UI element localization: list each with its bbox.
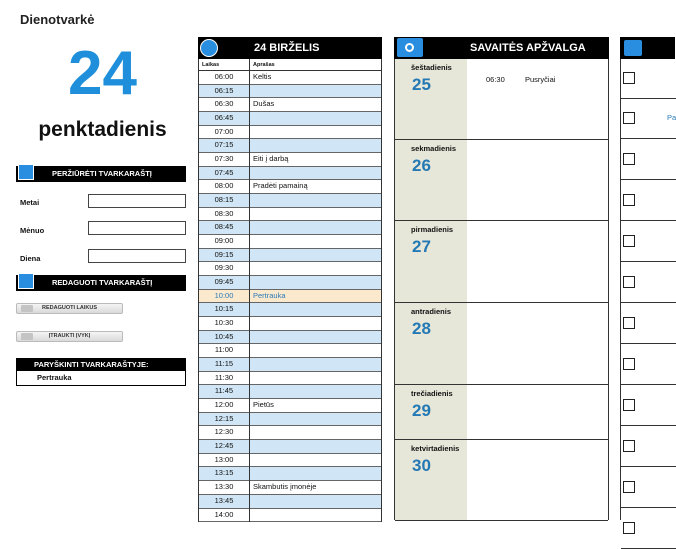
schedule-description-cell[interactable]: [250, 126, 381, 140]
weekly-day-block: [395, 59, 608, 140]
schedule-description-cell[interactable]: Skambutis įmonėje: [250, 481, 381, 495]
schedule-description-cell[interactable]: Pietūs: [250, 399, 381, 413]
tasks-body: [620, 59, 675, 520]
schedule-time-cell: 11:45: [199, 385, 249, 399]
day-input[interactable]: [88, 249, 186, 263]
day-label: Diena: [20, 254, 41, 263]
schedule-time-cell: 13:30: [199, 481, 249, 495]
tasks-header: [620, 37, 675, 59]
task-checkbox[interactable]: [623, 481, 635, 493]
day-name: antradienis: [411, 307, 452, 316]
schedule-time-cell: 10:30: [199, 317, 249, 331]
task-row: [621, 263, 676, 303]
schedule-description-cell[interactable]: [250, 467, 381, 481]
schedule-description-cell[interactable]: [250, 194, 381, 208]
schedule-time-cell: 12:15: [199, 413, 249, 427]
schedule-time-cell: 08:00: [199, 180, 249, 194]
schedule-description-cell[interactable]: Keltis: [250, 71, 381, 85]
schedule-time-cell: 10:00: [199, 290, 249, 304]
day-number: 29: [412, 401, 431, 420]
schedule-time-cell: 07:15: [199, 139, 249, 153]
schedule-time-cell: 09:00: [199, 235, 249, 249]
task-text[interactable]: Pa: [667, 113, 676, 122]
schedule-description-cell[interactable]: [250, 167, 381, 181]
schedule-time-cell: 07:00: [199, 126, 249, 140]
weekly-header: [394, 37, 609, 59]
schedule-time-cell: 06:45: [199, 112, 249, 126]
schedule-description-cell[interactable]: [250, 509, 381, 523]
weekly-day-block: [395, 303, 608, 385]
description-column-header: Aprašas: [250, 59, 382, 71]
schedule-description-cell[interactable]: Pertrauka: [250, 290, 381, 304]
day-name: šeštadienis: [411, 63, 452, 72]
schedule-description-cell[interactable]: Pradėti pamainą: [250, 180, 381, 194]
task-row: [621, 181, 676, 221]
task-row: [621, 222, 676, 262]
schedule-header: [198, 37, 382, 59]
schedule-description-cell[interactable]: [250, 139, 381, 153]
schedule-time-cell: 11:30: [199, 372, 249, 386]
task-checkbox[interactable]: [623, 522, 635, 534]
month-input[interactable]: [88, 221, 186, 235]
list-icon: [21, 305, 33, 312]
edit-schedule-label: REDAGUOTI TVARKARAŠTĮ: [52, 278, 153, 287]
day-name: ketvirtadienis: [411, 444, 460, 453]
day-number: 27: [412, 237, 431, 256]
weekly-day-block: [395, 140, 608, 221]
task-checkbox[interactable]: [623, 153, 635, 165]
schedule-description-cell[interactable]: [250, 249, 381, 263]
day-number: 25: [412, 75, 431, 94]
edit-schedule-bar: [16, 275, 186, 291]
schedule-time-cell: 13:45: [199, 495, 249, 509]
edit-times-label: REDAGUOTI LAIKUS: [42, 305, 97, 311]
task-checkbox[interactable]: [623, 399, 635, 411]
schedule-description-cell[interactable]: [250, 440, 381, 454]
year-input[interactable]: [88, 194, 186, 208]
highlight-box: [16, 358, 186, 386]
schedule-description-cell[interactable]: [250, 208, 381, 222]
toolbox-icon: [18, 273, 34, 289]
schedule-description-cell[interactable]: [250, 317, 381, 331]
day-number: 30: [412, 456, 431, 475]
schedule-time-cell: 11:00: [199, 344, 249, 358]
weekly-day-block: [395, 221, 608, 303]
task-checkbox[interactable]: [623, 194, 635, 206]
schedule-time-cell: 08:45: [199, 221, 249, 235]
schedule-time-cell: 12:00: [199, 399, 249, 413]
day-number: 26: [412, 156, 431, 175]
task-row: [621, 468, 676, 508]
insert-event-label: ĮTRAUKTI ĮVYKĮ: [48, 333, 91, 339]
task-checkbox[interactable]: [623, 276, 635, 288]
schedule-description-cell[interactable]: [250, 454, 381, 468]
clock-icon: [21, 333, 33, 340]
edit-times-button[interactable]: [16, 303, 123, 314]
task-checkbox[interactable]: [623, 440, 635, 452]
event-time: 06:30: [486, 75, 505, 84]
day-name: sekmadienis: [411, 144, 457, 153]
schedule-time-cell: 09:30: [199, 262, 249, 276]
today-weekday: penktadienis: [38, 118, 167, 141]
month-label: Mėnuo: [20, 226, 45, 235]
highlight-label: PARYŠKINTI TVARKARAŠTYJE:: [17, 359, 185, 371]
schedule-description-cell[interactable]: [250, 276, 381, 290]
schedule-time-cell: 10:15: [199, 303, 249, 317]
schedule-description-cell[interactable]: [250, 262, 381, 276]
camera-icon: [397, 38, 423, 57]
time-column-header: Laikas: [198, 59, 250, 71]
schedule-time-cell: 09:15: [199, 249, 249, 263]
schedule-description-cell[interactable]: [250, 221, 381, 235]
schedule-time-cell: 07:30: [199, 153, 249, 167]
schedule-time-cell: 09:45: [199, 276, 249, 290]
weekly-title: SAVAITĖS APŽVALGA: [470, 42, 586, 54]
task-checkbox[interactable]: [623, 317, 635, 329]
weekly-day-block: [395, 440, 608, 521]
schedule-description-cell[interactable]: [250, 303, 381, 317]
task-row: [621, 427, 676, 467]
schedule-time-cell: 10:45: [199, 331, 249, 345]
clock-icon: [200, 39, 218, 57]
schedule-description-cell[interactable]: Eiti į darbą: [250, 153, 381, 167]
task-row: [621, 59, 676, 99]
schedule-description-cell[interactable]: [250, 372, 381, 386]
schedule-time-cell: 06:00: [199, 71, 249, 85]
inbox-tray-icon: [624, 40, 642, 56]
task-row: [621, 99, 676, 139]
highlight-value[interactable]: Pertrauka: [37, 373, 72, 382]
day-name: pirmadienis: [411, 225, 454, 234]
schedule-description-cell[interactable]: [250, 495, 381, 509]
schedule-description-cell[interactable]: [250, 426, 381, 440]
today-day-number: 24: [68, 39, 137, 108]
task-checkbox[interactable]: [623, 358, 635, 370]
schedule-description-cell[interactable]: [250, 413, 381, 427]
schedule-description-cell[interactable]: [250, 344, 381, 358]
schedule-time-cell: 08:30: [199, 208, 249, 222]
schedule-description-cell[interactable]: [250, 358, 381, 372]
schedule-description-cell[interactable]: Dušas: [250, 98, 381, 112]
calendar-icon: [18, 164, 34, 180]
schedule-time-cell: 13:15: [199, 467, 249, 481]
schedule-time-cell: 08:15: [199, 194, 249, 208]
task-checkbox[interactable]: [623, 235, 635, 247]
task-row: [621, 345, 676, 385]
schedule-time-cell: 06:15: [199, 85, 249, 99]
schedule-title: 24 BIRŽELIS: [254, 42, 320, 54]
view-schedule-label: PERŽIŪRĖTI TVARKARAŠTĮ: [52, 169, 152, 178]
day-name: trečiadienis: [411, 389, 453, 398]
event-title[interactable]: Pusryčiai: [525, 75, 556, 84]
schedule-description-cell[interactable]: [250, 112, 381, 126]
schedule-description-cell[interactable]: [250, 331, 381, 345]
schedule-time-cell: 06:30: [199, 98, 249, 112]
description-column: [250, 71, 382, 522]
weekly-day-block: [395, 385, 608, 440]
task-checkbox[interactable]: [623, 72, 635, 84]
time-column: [198, 71, 250, 522]
weekly-body: [394, 59, 609, 520]
task-row: [621, 304, 676, 344]
schedule-time-cell: 13:00: [199, 454, 249, 468]
year-label: Metai: [20, 198, 40, 207]
schedule-time-cell: 14:00: [199, 509, 249, 523]
view-schedule-bar: [16, 166, 186, 182]
task-row: [621, 140, 676, 180]
schedule-time-cell: 11:15: [199, 358, 249, 372]
schedule-description-cell[interactable]: [250, 85, 381, 99]
schedule-time-cell: 12:45: [199, 440, 249, 454]
schedule-description-cell[interactable]: [250, 385, 381, 399]
task-checkbox[interactable]: [623, 112, 635, 124]
insert-event-button[interactable]: [16, 331, 123, 342]
schedule-time-cell: 07:45: [199, 167, 249, 181]
schedule-time-cell: 12:30: [199, 426, 249, 440]
schedule-description-cell[interactable]: [250, 235, 381, 249]
task-row: [621, 509, 676, 549]
task-row: [621, 386, 676, 426]
day-number: 28: [412, 319, 431, 338]
app-title: Dienotvarkė: [20, 12, 95, 27]
